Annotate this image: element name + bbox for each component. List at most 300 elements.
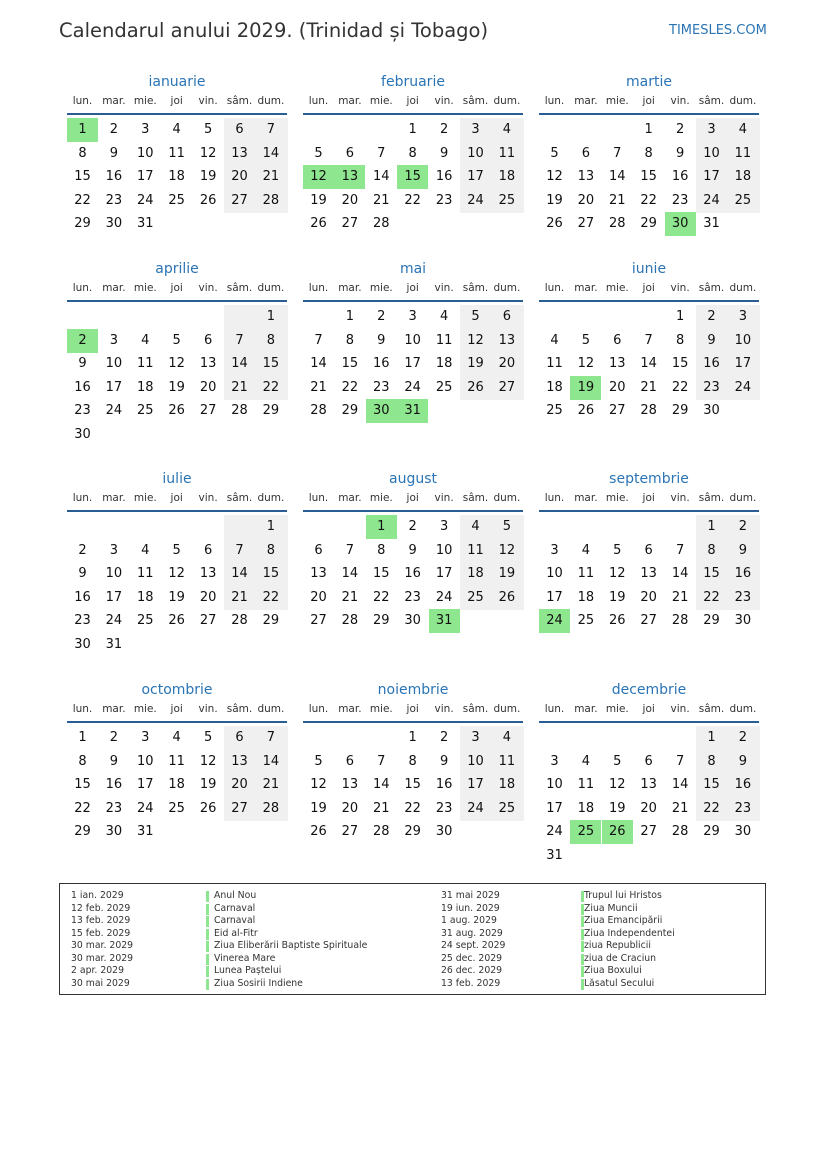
weekday-label: dum. [493,492,521,504]
day-cell: 29 [262,613,280,629]
day-cell: 3 [738,309,748,324]
day-cell: 29 [703,824,720,840]
day-cell: 5 [550,145,559,161]
day-cell: 25 [137,613,154,629]
weekday-label: joi [170,492,183,504]
day-cell: 21 [262,777,280,793]
day-cell: 30 [734,613,752,629]
day-cell: 2 [439,122,449,137]
legend-holiday-name: Eid al-Fitr [214,927,258,939]
day-cell: 19 [546,192,563,208]
day-cell: 15 [74,169,91,185]
day-cell: 4 [502,730,512,745]
day-cell: 24 [703,192,720,208]
day-cell: 31 [703,216,720,232]
day-cell: 24 [105,613,123,629]
legend-holiday-name: Ziua Muncii [584,902,638,914]
weekday-label: mar. [338,282,362,294]
day-cell: 4 [471,519,480,534]
day-cell: 6 [345,753,355,769]
holiday-day-cell: 2 [67,329,98,353]
day-cell: 21 [373,192,390,208]
day-cell: 21 [341,589,359,605]
weekday-label: vin. [670,703,690,715]
day-cell: 5 [314,145,323,161]
month-name: aprilie [155,261,199,277]
month-name: iunie [631,261,667,277]
day-cell: 24 [404,379,421,395]
day-cell: 26 [199,192,217,208]
day-cell: 30 [74,427,91,442]
legend-date: 30 mai 2029 [71,977,130,989]
legend-holiday-name: Ziua Independentei [584,927,675,939]
day-cell: 29 [640,216,657,232]
day-cell: 5 [613,753,622,769]
day-cell: 25 [577,613,595,629]
weekday-label: lun. [72,703,93,715]
weekday-label: joi [642,492,655,504]
day-cell: 11 [734,145,752,161]
weekday-label: vin. [434,492,454,504]
month-mai [303,260,523,440]
day-cell: 23 [734,589,752,605]
day-cell: 29 [703,613,720,629]
day-cell: 21 [671,589,689,605]
day-cell: 1 [266,309,276,324]
day-cell: 21 [262,169,280,185]
day-cell: 1 [345,309,355,324]
weekday-label: vin. [670,492,690,504]
day-cell: 25 [498,192,516,208]
day-cell: 16 [404,566,421,582]
weekday-label: mar. [574,703,598,715]
holiday-day-cell: 1 [366,515,397,539]
legend-date: 1 aug. 2029 [441,915,497,926]
month-name: februarie [381,74,445,90]
weekday-label: vin. [434,95,454,107]
weekday-label: mar. [338,95,362,107]
day-cell: 22 [341,379,359,395]
day-cell: 14 [373,777,390,793]
weekday-label: mar. [574,282,598,294]
weekday-label: sâm. [698,95,725,107]
weekday-label: mie. [133,703,157,715]
day-cell: 11 [168,753,185,769]
day-cell: 7 [377,145,386,161]
weekday-label: sâm. [462,95,489,107]
weekday-label: mie. [133,492,157,504]
day-cell: 19 [467,356,484,372]
day-cell: 10 [546,777,563,793]
day-cell: 18 [137,379,154,395]
day-cell: 7 [377,753,386,769]
day-cell: 25 [498,800,516,816]
day-cell: 5 [502,519,512,534]
day-cell: 6 [613,332,622,348]
day-cell: 14 [640,356,657,372]
day-cell: 4 [172,122,181,137]
day-cell: 2 [707,309,716,324]
day-cell: 19 [609,589,626,605]
weekday-label: mie. [133,95,157,107]
day-cell: 16 [734,566,752,582]
weekday-label: mie. [605,703,629,715]
day-cell: 21 [609,192,626,208]
day-cell: 3 [109,332,119,348]
weekday-label: lun. [308,95,329,107]
day-cell: 18 [577,800,595,816]
weekday-label: dum. [729,95,757,107]
day-cell: 29 [74,824,91,840]
day-cell: 10 [404,332,421,348]
day-cell: 15 [341,356,359,372]
day-cell: 1 [675,309,685,324]
day-cell: 10 [734,332,752,348]
legend-date: 19 iun. 2029 [441,902,500,914]
day-cell: 12 [168,566,185,582]
day-cell: 20 [231,777,248,793]
day-cell: 7 [235,542,244,558]
weekday-label: mar. [338,492,362,504]
weekday-label: mar. [102,282,126,294]
day-cell: 13 [640,777,657,793]
day-cell: 12 [168,356,185,372]
day-cell: 2 [377,309,386,324]
day-cell: 17 [137,169,154,185]
day-cell: 21 [231,589,248,605]
weekday-label: dum. [257,282,285,294]
day-cell: 30 [74,637,91,652]
day-cell: 13 [231,753,248,769]
legend-marker [206,916,209,927]
day-cell: 28 [609,216,626,232]
weekday-label: sâm. [226,95,253,107]
day-cell: 27 [199,613,217,629]
day-cell: 19 [609,800,626,816]
day-cell: 26 [577,403,595,419]
day-cell: 16 [74,589,91,605]
day-cell: 29 [671,403,689,419]
day-cell: 20 [310,589,327,605]
day-cell: 9 [78,356,87,372]
weekday-label: vin. [198,95,218,107]
weekday-label: lun. [544,492,565,504]
weekday-label: vin. [434,703,454,715]
day-cell: 10 [546,566,563,582]
month-name: august [389,471,437,487]
day-cell: 19 [199,777,217,793]
weekday-label: joi [406,282,419,294]
day-cell: 17 [546,589,563,605]
weekday-label: mar. [102,95,126,107]
day-cell: 14 [262,145,280,161]
day-cell: 28 [373,216,390,232]
day-cell: 3 [141,122,150,137]
day-cell: 28 [262,192,280,208]
day-cell: 30 [734,824,752,840]
day-cell: 9 [675,145,685,161]
month-name: decembrie [611,682,687,698]
day-cell: 12 [498,542,516,558]
day-cell: 8 [707,542,716,558]
day-cell: 31 [137,824,154,840]
day-cell: 9 [439,145,449,161]
weekday-label: mie. [369,703,393,715]
weekday-label: mar. [102,492,126,504]
legend-holiday-name: Lunea Paștelui [214,965,282,976]
day-cell: 19 [168,379,185,395]
weekday-label: vin. [198,492,218,504]
header-rule [303,510,523,512]
day-cell: 19 [199,169,217,185]
header-rule [303,113,523,115]
day-cell: 7 [613,145,622,161]
holiday-legend [59,883,766,995]
day-cell: 14 [373,169,390,185]
weekday-label: vin. [670,95,690,107]
day-cell: 19 [168,589,185,605]
weekday-label: mar. [102,703,126,715]
day-cell: 19 [498,566,516,582]
day-cell: 4 [141,542,150,558]
day-cell: 13 [609,356,626,372]
day-cell: 2 [109,122,119,137]
day-cell: 20 [577,192,595,208]
day-cell: 23 [435,192,453,208]
day-cell: 8 [78,753,87,769]
weekday-label: mie. [605,282,629,294]
day-cell: 2 [675,122,685,137]
day-cell: 11 [577,777,595,793]
day-cell: 11 [467,542,484,558]
weekday-label: lun. [72,492,93,504]
month-aprilie [67,260,287,440]
legend-date: 25 dec. 2029 [441,952,503,964]
weekday-label: joi [170,95,183,107]
day-cell: 25 [435,379,453,395]
weekday-label: dum. [257,492,285,504]
holiday-day-cell: 19 [570,376,601,400]
day-cell: 30 [105,824,123,840]
day-cell: 4 [439,309,449,324]
day-cell: 14 [341,566,359,582]
day-cell: 4 [172,730,181,745]
day-cell: 11 [498,753,516,769]
day-cell: 29 [74,216,91,232]
day-cell: 20 [231,169,248,185]
day-cell: 12 [609,777,626,793]
holiday-day-cell: 13 [334,165,365,189]
weekday-label: mie. [133,282,157,294]
holiday-day-cell: 24 [539,609,570,633]
day-cell: 1 [266,519,276,534]
day-cell: 25 [168,800,185,816]
day-cell: 8 [707,753,716,769]
holiday-day-cell: 25 [570,820,601,844]
day-cell: 29 [341,403,359,419]
day-cell: 2 [439,730,449,745]
month-septembrie [539,470,759,650]
header-rule [539,721,759,723]
day-cell: 19 [310,192,327,208]
weekday-label: vin. [198,703,218,715]
site-link[interactable]: TIMESLES.COM [669,23,767,38]
day-cell: 24 [137,800,154,816]
day-cell: 28 [262,800,280,816]
day-cell: 11 [435,332,453,348]
day-cell: 13 [231,145,248,161]
day-cell: 7 [644,332,653,348]
day-cell: 30 [435,824,453,840]
month-decembrie [539,681,759,861]
weekday-label: mar. [338,703,362,715]
day-cell: 27 [498,379,516,395]
legend-date: 30 mar. 2029 [71,952,134,964]
day-cell: 10 [105,566,123,582]
day-cell: 21 [671,800,689,816]
day-cell: 9 [377,332,386,348]
weekday-label: dum. [729,282,757,294]
day-cell: 21 [373,800,390,816]
day-cell: 3 [550,753,559,769]
day-cell: 7 [675,753,685,769]
day-cell: 28 [640,403,657,419]
day-cell: 6 [581,145,591,161]
day-cell: 5 [581,332,591,348]
day-cell: 28 [671,613,689,629]
day-cell: 24 [435,589,453,605]
month-iulie [67,470,287,650]
day-cell: 6 [644,542,653,558]
day-cell: 28 [310,403,327,419]
header-rule [539,300,759,302]
day-cell: 17 [435,566,453,582]
legend-date: 15 feb. 2029 [71,927,131,939]
day-cell: 8 [266,332,276,348]
header-rule [303,721,523,723]
day-cell: 23 [435,800,453,816]
day-cell: 12 [546,169,563,185]
day-cell: 29 [404,824,421,840]
day-cell: 2 [738,730,748,745]
day-cell: 5 [314,753,323,769]
day-cell: 5 [172,332,181,348]
day-cell: 5 [203,122,213,137]
weekday-label: joi [170,703,183,715]
day-cell: 4 [581,542,591,558]
day-cell: 26 [498,589,516,605]
legend-holiday-name: Vinerea Mare [214,952,276,964]
day-cell: 23 [105,192,123,208]
day-cell: 2 [78,542,87,558]
day-cell: 20 [640,589,657,605]
day-cell: 25 [467,589,484,605]
day-cell: 6 [203,542,213,558]
day-cell: 23 [74,403,91,419]
month-noiembrie [303,681,523,861]
month-name: martie [626,74,672,90]
day-cell: 22 [404,192,421,208]
weekday-label: sâm. [698,703,725,715]
day-cell: 5 [613,542,622,558]
legend-holiday-name: Ziua Sosirii Indiene [214,977,303,989]
header-rule [67,300,287,302]
header-rule [539,113,759,115]
day-cell: 29 [262,403,280,419]
day-cell: 1 [78,730,87,745]
day-cell: 6 [314,542,323,558]
day-cell: 29 [373,613,390,629]
weekday-label: sâm. [462,282,489,294]
day-cell: 17 [105,379,123,395]
legend-marker [206,966,209,977]
day-cell: 27 [341,824,359,840]
weekday-label: lun. [72,95,93,107]
day-cell: 10 [105,356,123,372]
day-cell: 26 [199,800,217,816]
month-name: octombrie [141,682,213,698]
weekday-label: joi [642,95,655,107]
day-cell: 16 [105,777,123,793]
day-cell: 12 [577,356,595,372]
day-cell: 21 [231,379,248,395]
day-cell: 16 [74,379,91,395]
day-cell: 19 [310,800,327,816]
month-octombrie [67,681,287,861]
day-cell: 20 [341,800,359,816]
day-cell: 14 [671,566,689,582]
day-cell: 20 [199,379,217,395]
weekday-label: dum. [729,703,757,715]
day-cell: 22 [640,192,657,208]
day-cell: 15 [404,777,421,793]
day-cell: 6 [644,753,653,769]
weekday-label: sâm. [226,492,253,504]
weekday-label: dum. [493,282,521,294]
day-cell: 8 [408,753,417,769]
day-cell: 11 [577,566,595,582]
day-cell: 16 [435,777,453,793]
weekday-label: lun. [72,282,93,294]
day-cell: 23 [105,800,123,816]
day-cell: 15 [640,169,657,185]
weekday-label: mie. [369,95,393,107]
header-rule [67,721,287,723]
weekday-label: mar. [574,492,598,504]
weekday-label: dum. [493,703,521,715]
day-cell: 14 [310,356,327,372]
day-cell: 4 [738,122,748,137]
day-cell: 6 [235,122,244,137]
day-cell: 25 [734,192,752,208]
weekday-label: sâm. [226,282,253,294]
day-cell: 18 [137,589,154,605]
legend-marker [206,979,209,990]
legend-date: 13 feb. 2029 [71,915,131,926]
day-cell: 9 [109,753,119,769]
day-cell: 13 [341,777,359,793]
day-cell: 12 [467,332,484,348]
day-cell: 8 [644,145,653,161]
day-cell: 24 [137,192,154,208]
day-cell: 13 [199,356,217,372]
day-cell: 8 [408,145,417,161]
weekday-label: joi [642,703,655,715]
day-cell: 26 [310,824,327,840]
day-cell: 21 [640,379,657,395]
day-cell: 15 [373,566,390,582]
day-cell: 16 [373,356,390,372]
